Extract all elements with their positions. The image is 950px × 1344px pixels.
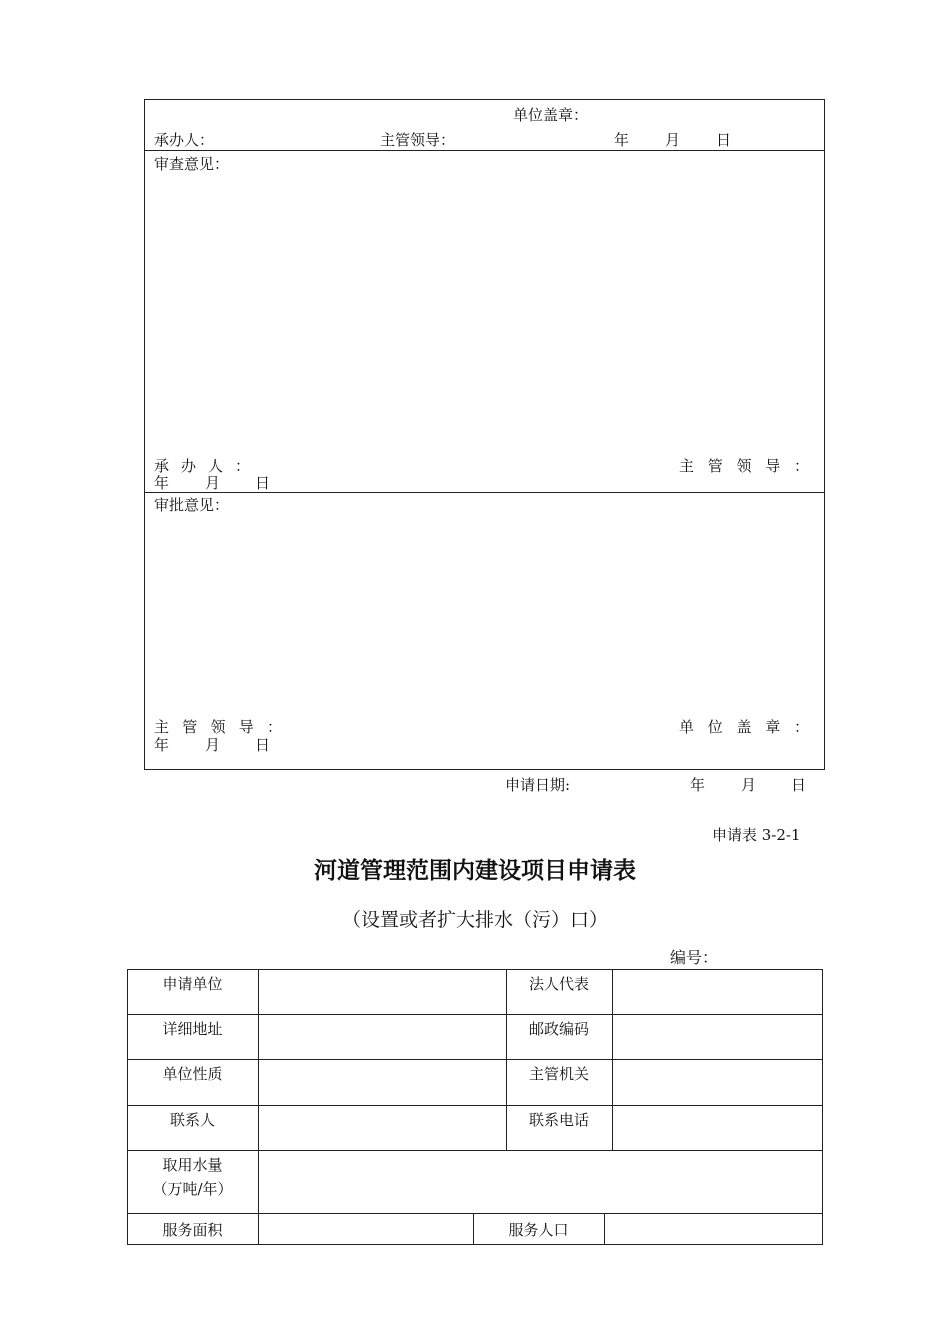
review-leader-char: ： — [793, 457, 809, 475]
water-volume-label: 取用水量 — [162, 1156, 223, 1174]
table-rule — [127, 1213, 823, 1214]
approval-year: 年 — [154, 736, 170, 754]
contact-label: 联系人 — [169, 1111, 215, 1129]
review-title: 审查意见： — [154, 155, 230, 173]
row1-year: 年 — [614, 131, 630, 149]
water-volume-unit: （万吨/年） — [152, 1180, 233, 1198]
leader-label: 主管领导： — [380, 131, 456, 149]
applicant-label: 申请单位 — [162, 975, 223, 993]
top-form-divider-2 — [144, 492, 825, 493]
review-day: 日 — [255, 474, 271, 492]
apply-date-year: 年 — [690, 776, 706, 794]
service-population-label: 服务人口 — [508, 1221, 569, 1239]
review-handler-label — [154, 457, 250, 475]
review-year: 年 — [154, 474, 170, 492]
approval-seal-char: 盖 — [736, 718, 752, 736]
approval-day: 日 — [255, 736, 271, 754]
table-rule — [127, 1059, 823, 1060]
approval-leader-char: 领 — [210, 718, 226, 736]
table-rule — [127, 1014, 823, 1015]
review-handler-char: ： — [234, 457, 250, 475]
approval-seal-char: 单 — [679, 718, 695, 736]
approval-seal-label — [679, 718, 809, 736]
review-leader-label — [679, 457, 809, 475]
phone-label: 联系电话 — [528, 1111, 589, 1129]
approval-leader-label — [154, 718, 282, 736]
review-leader-char: 导 — [765, 457, 781, 475]
handler-label: 承办人： — [154, 131, 215, 149]
top-form-box — [144, 99, 825, 770]
seal-label: 单位盖章： — [513, 106, 589, 124]
table-rule — [258, 969, 259, 1245]
address-label: 详细地址 — [162, 1020, 223, 1038]
row1-day: 日 — [716, 131, 732, 149]
table-rule — [612, 969, 613, 1150]
page-title: 河道管理范围内建设项目申请表 — [314, 857, 636, 884]
review-leader-char: 领 — [736, 457, 752, 475]
apply-date-month: 月 — [741, 776, 757, 794]
top-form-divider-1 — [144, 150, 825, 151]
approval-seal-char: 章 — [765, 718, 781, 736]
review-handler-char: 承 — [154, 457, 170, 475]
approval-leader-char: ： — [266, 718, 282, 736]
table-rule — [127, 1150, 823, 1151]
approval-leader-char: 导 — [238, 718, 254, 736]
row1-month: 月 — [665, 131, 681, 149]
service-area-label: 服务面积 — [162, 1221, 223, 1239]
apply-date-label: 申请日期: — [505, 776, 571, 794]
table-rule — [127, 1105, 823, 1106]
review-leader-char: 管 — [707, 457, 723, 475]
legal-rep-label: 法人代表 — [528, 975, 589, 993]
table-rule — [604, 1213, 605, 1245]
apply-date-day: 日 — [791, 776, 807, 794]
application-table — [127, 969, 823, 1245]
number-label: 编号： — [670, 948, 719, 967]
approval-seal-char: 位 — [707, 718, 723, 736]
page-subtitle: （设置或者扩大排水（污）口） — [341, 909, 608, 931]
authority-label: 主管机关 — [528, 1065, 589, 1083]
approval-seal-char: ： — [793, 718, 809, 736]
form-code: 申请表 3-2-1 — [712, 826, 801, 844]
approval-leader-char: 主 — [154, 718, 170, 736]
unit-nature-label: 单位性质 — [162, 1065, 223, 1083]
review-month: 月 — [205, 474, 221, 492]
approval-title: 审批意见： — [154, 496, 230, 514]
postcode-label: 邮政编码 — [528, 1020, 589, 1038]
approval-month: 月 — [205, 736, 221, 754]
approval-leader-char: 管 — [182, 718, 198, 736]
review-leader-char: 主 — [679, 457, 695, 475]
review-handler-char: 人 — [207, 457, 223, 475]
review-handler-char: 办 — [180, 457, 196, 475]
